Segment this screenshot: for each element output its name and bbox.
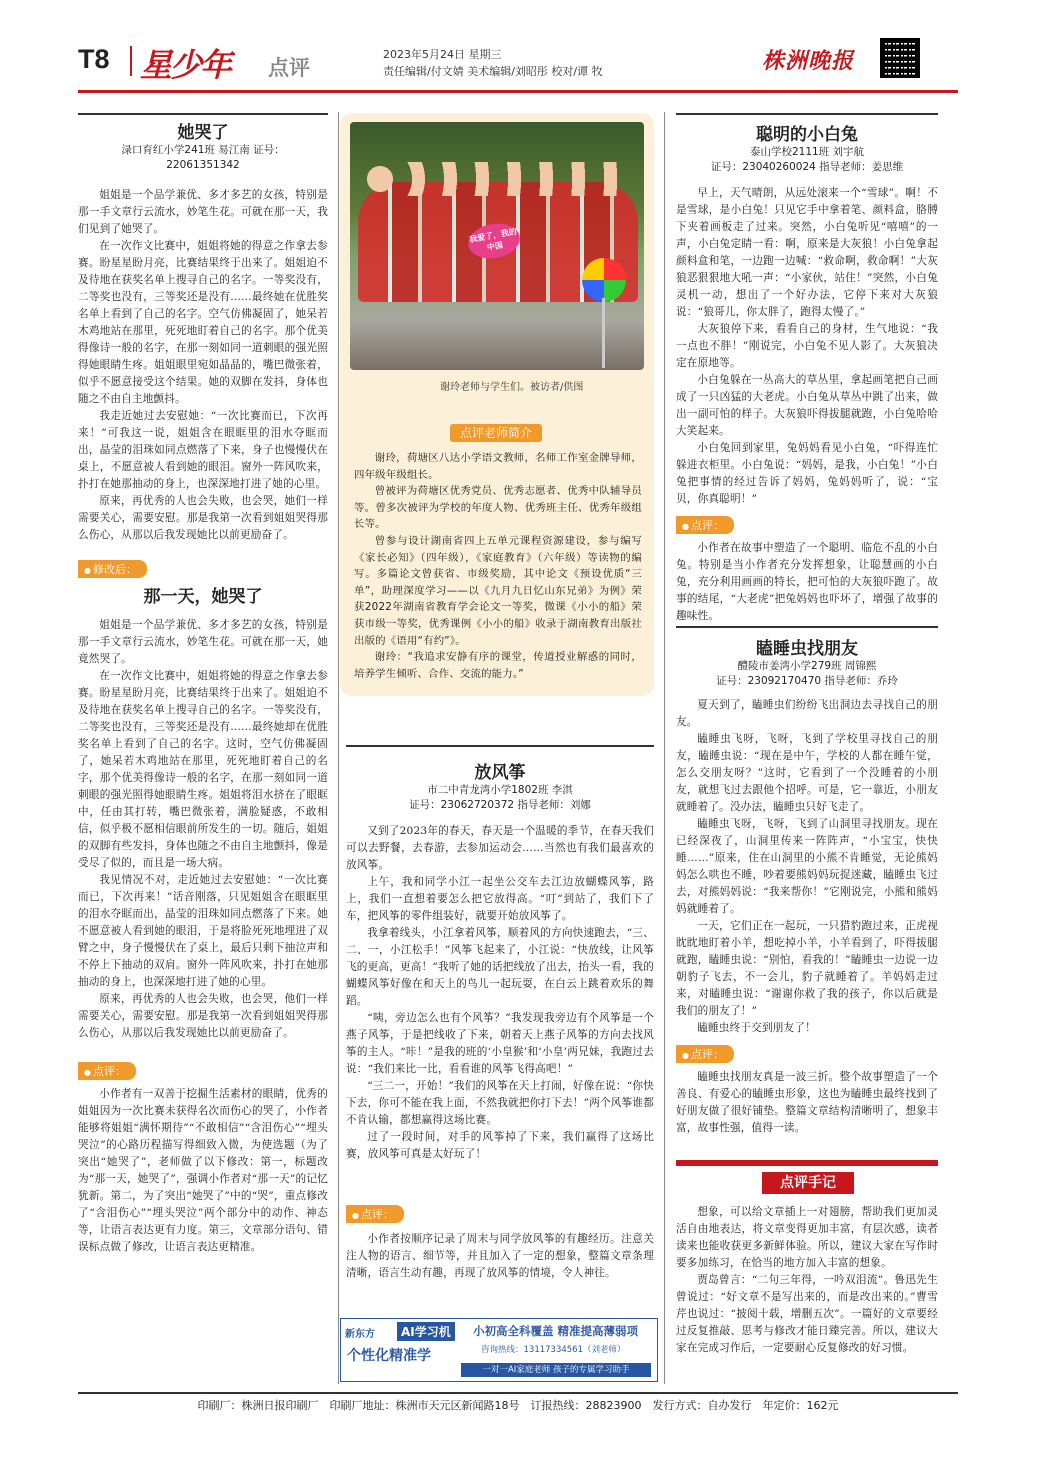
tips-body — [676, 1204, 938, 1357]
pinwheel-icon — [582, 258, 626, 302]
page-number: T8 — [78, 44, 110, 74]
comment-tag: ● 点评： — [78, 1062, 136, 1080]
footer-info: 印刷厂：株洲日报印刷厂 印刷厂地址：株洲市天元区新闻路18号 订报热线：28823900 发行方式：自办发行 年定价：162元 — [197, 1399, 839, 1412]
tips-title: 点评手记 — [762, 1172, 854, 1194]
footer-rule — [78, 1392, 958, 1394]
tips-paragraph: 想象，可以给文章插上一对翅膀，帮助我们更加灵活自由地表达，将文章变得更加丰富，有层次感，读者读来也能收获更多新鲜体验。所以，建议大家在写作时要多加练习，在恰当的地方加入丰富的想象。 — [676, 1206, 938, 1269]
article-rule — [676, 113, 938, 115]
section-brand: 星少年 — [140, 46, 231, 84]
faces-row — [364, 162, 634, 196]
paragraph: 过了一段时间，对手的风筝掉了下来，我们赢得了这场比赛，放风筝可真是太好玩了！ — [346, 1131, 654, 1160]
teacher-photo — [350, 122, 644, 370]
paragraph: 瞌睡虫飞呀，飞呀，飞到了学校里寻找自己的朋友，瞌睡虫说：“现在是中午，学校的人都在睡午觉，怎么交朋友呀？”这时，它看到了一个没睡着的小朋友，就想飞过去跟他个招呼。可是，它一靠近，小朋友就睡着了。没办法，瞌睡虫只好飞走了。 — [676, 733, 938, 813]
issue-date: 2023年5月24日 星期三 — [383, 48, 502, 61]
sign-text: 我爱了，我的中国 — [468, 226, 518, 253]
paragraph: 上午，我和同学小江一起坐公交车去江边放蝴蝶风筝，路上，我们一直想着要怎么把它放得高。“叮”到站了，我们下了车，把风筝的零件组装好，就要开始放风筝了。 — [346, 876, 654, 922]
paragraph: 在一次作文比赛中，姐姐将她的得意之作拿去参赛。盼星星盼月亮，比赛结果终于出来了。姐姐迫不及待地在获奖名单上搜寻自己的名字。一等奖没有，二等奖也没有，三等奖还是没有……最终她却在优胜奖名单上看到了自己的名字。这时，空气仿佛凝固了，她呆若木鸡地站在那里，死死地盯着自己的名字，那个优美得像诗一般的名字，在那一刻如同一道刺眼的强光照得她眼睛生疼。姐姐将泪水挤在了眼眶中，任由其打转，嘴巴微张着，满脸疑惑，不敢相信，似乎极不愿相信眼前所发生的一切。随后，姐姐的双脚有些发抖，身体也随之不由自主地颤抖，像是受尽了似的，而且是一场大病。 — [78, 670, 328, 869]
article-title: 放风筝 — [474, 763, 526, 783]
comment-text: 小作者有一双善于挖掘生活素材的眼睛，优秀的姐姐因为一次比赛未获得名次而伤心的哭了，小作者能够将姐姐“满怀期待”“不敢相信”“含泪伤心”“埋头哭泣”的心路历程描写得细致入微，为使选题（为了突出“她哭了”，老师做了以下修改：第一，标题改为“那一天，她哭了”，强调小作者对“那一天”的记忆犹新。第二，为了突出“她哭了”中的“哭”，重点修改了“含泪伤心”“埋头哭泣”两个部分中的动作、神态等，让语言表达更有力度。第三，文章部分语句、错误标点做了修改，让语言表达更精准。 — [78, 1088, 328, 1253]
masthead — [78, 38, 958, 88]
tips-header-rule — [676, 1160, 938, 1166]
paragraph: 大灰狼停下来，看看自己的身材，生气地说：“我一点也不胖！”刚说完，小白兔不见人影了。大灰狼决定在原地等。 — [676, 323, 938, 369]
paragraph: 我拿着线头，小江拿着风筝，顺着风的方向快速跑去，“三、二、一，小江松手！”风筝飞起来了，小江说：“快放线，让风筝飞的更高，更高！”我听了她的话把线放了出去，抬头一看，我的蝴蝶风筝好像在和天上的鸟儿一起玩耍，在白云上跳着欢乐的舞蹈。 — [346, 927, 654, 1007]
kite-article — [346, 758, 654, 1282]
teacher-paragraph: 曾参与设计湖南省四上五单元课程资源建设，参与编写《家长必知》（四年级），《家庭教育》（六年级）等读物的编写。多篇论文曾获省、市级奖励，其中论文《预设优质“三单”，助理深度学习——以《九月九日忆山东兄弟》为例》荣获2022年湖南省教育学会论文一等奖，微课《小小的船》荣获市级一等奖，优秀课例《小小的船》收录于湖南教育出版社出版的《语用“有约”》。 — [354, 534, 642, 647]
comment-tag: ● 点评： — [676, 1045, 734, 1063]
advertisement[interactable] — [340, 1318, 658, 1382]
col1 — [78, 118, 328, 1256]
ad-logo: 新东方 — [345, 1329, 375, 1340]
paragraph: 我走近她过去安慰她：“一次比赛而已，下次再来！”可我这一说，姐姐含在眼眶里的泪水夺眶而出，晶莹的泪珠如同点燃落了下来，身子也慢慢伏在桌上，不愿意被人看到她的眼泪。窗外一阵风吹来，扑打在她那抽动的身上，也深深地打进了她的心里。 — [78, 410, 328, 490]
paragraph: 瞌睡虫终于交到朋友了！ — [697, 1022, 816, 1034]
paragraph: 夏天到了，瞌睡虫们纷纷飞出洞边去寻找自己的朋友。 — [676, 699, 938, 728]
paragraph: 早上，天气晴朗，从远处滚来一个“雪球”。啊！不是雪球，是小白兔！只见它手中拿着笔、颜料盒，胳膊下夹着画板走了过来。突然，小白兔听见“嘻嘻”的一声，小白兔定睛一看：啊，原来是大灰狼！小白兔拿起颜料盒和笔，一边跑一边喊：“救命啊，救命啊！”大灰狼恶狠狠地大吼一声：“小家伙，站住！”突然，小白兔灵机一动，想出了一个好办法，它停下来对大灰狼说：“狼哥儿，你太胖了，跑得太慢了。” — [676, 187, 938, 318]
comment-text: 小作者按顺序记录了周末与同学放风筝的有趣经历。注意关注人物的语言、细节等，并且加入了一定的想象，整篇文章条理清晰，语言生动有趣，再现了放风筝的情境，令人神往。 — [346, 1233, 654, 1279]
author-line: 醴陵市姜湾小学279班 周锦熙 — [737, 660, 877, 672]
author-line: 渌口育红小学241班 易江南 证号： — [121, 144, 285, 156]
paragraph: 又到了2023年的春天，春天是一个温暖的季节，在春天我们可以去野餐，去春游，去参加运动会……当然也有我们最喜欢的放风筝。 — [346, 825, 654, 871]
ad-phone: 咨询热线：13117334561（刘老师） — [481, 1345, 626, 1355]
rabbit-article — [676, 120, 938, 625]
pinwheel-stick — [602, 298, 605, 368]
header-rule — [78, 90, 958, 93]
paragraph: 我见情况不对，走近她过去安慰她：“一次比赛而已，下次再来！”话音刚落，只见姐姐含在眼眶里的泪水夺眶而出，晶莹的泪珠如同点燃落了下来。她不愿意被人看到她的眼泪，于是将脸死死地埋进了双臂之中，身子慢慢伏在了桌上，最后只剩下抽泣声和不停上下抽动的双肩。窗外一阵风吹来，扑打在她那抽动的身上，也深深地打进了她的心里。 — [78, 874, 328, 988]
revised-title: 那一天，她哭了 — [143, 587, 263, 607]
paragraph: 小白兔躲在一丛高大的草丛里，拿起画笔把自己画成了一只凶猛的大老虎。小白兔从草丛中跳了出来，做出一副可怕的样子。大灰狼吓得拔腿就跑，小白兔哈哈大笑起来。 — [676, 374, 938, 437]
tips-paragraph: 贾岛曾言：“二句三年得，一吟双泪流”。鲁迅先生曾说过：“好文章不是写出来的，而是改出来的。”曹雪芹也说过：“披阅十载，增删五次”。一篇好的文章要经过反复推敲、思考与修改才能日臻完善。所以，建议大家在完成习作后，一定要耐心反复修改的好习惯。 — [676, 1274, 938, 1354]
paragraph: “咦，旁边怎么也有个风筝？”我发现我旁边有个风筝是一个燕子风筝，于是把线收了下来，朝着天上燕子风筝的方向去找风筝的主人。“咔！”是我的班的‘小皇猴’和‘小皇’两兄妹，我跑过去说：“我们来比一比，看看谁的风筝飞得高吧！” — [346, 1012, 654, 1075]
comment-tag: ● 点评： — [676, 516, 734, 534]
paragraph: 姐姐是一个品学兼优、多才多艺的女孩，特别是那一手文章行云流水，妙笔生花。可就在那一天，她竟然哭了。 — [78, 619, 328, 665]
column-divider — [338, 112, 339, 1384]
header-divider — [130, 46, 132, 76]
paragraph: 小白兔回到家里，兔妈妈看见小白兔，“吓得连忙躲进衣柜里。小白兔说：“妈妈，是我，小白兔！”小白兔把事情的经过告诉了妈妈，兔妈妈听了，说：“宝贝，你真聪明！” — [676, 442, 938, 505]
paragraph: 一天，它们正在一起玩，一只猎豹跑过来，正虎视眈眈地盯着小羊，想吃掉小羊，小羊看到了，吓得拔腿就跑，瞌睡虫说：“别怕，看我的！”瞌睡虫一边说一边朝豹子飞去，不一会儿，豹子就睡着了。羊妈妈走过来，对瞌睡虫说：“谢谢你救了我的孩子，你以后就是我们的朋友了！” — [676, 920, 938, 1017]
paragraph: 原来，再优秀的人也会失败，也会哭，他们一样需要关心，需要安慰。那是我第一次看到姐姐哭得那么伤心，从那以后我发现她比以前更励奋了。 — [78, 993, 328, 1039]
paragraph: 在一次作文比赛中，姐姐将她的得意之作拿去参赛。盼星星盼月亮，比赛结果终于出来了。姐姐迫不及待地在获奖名单上搜寻自己的名字。一等奖没有，二等奖也没有，三等奖还是没有……最终她在优胜奖名单上看到了自己的名字。空气仿佛凝固了，她呆若木鸡地站在那里，死死地盯着自己的名字。那个优美得像诗一般的名字，在那一刻如同一道刺眼的强光照得她眼睛生疼。姐姐眼里宛如晶晶的，嘴巴微张着，似乎不愿意接受这个结果。她的双脚在发抖，身体也随之不由自主地颤抖。 — [78, 240, 328, 405]
cert-number: 22061351342 — [166, 159, 240, 171]
ad-badge: AI学习机 — [397, 1322, 455, 1341]
article-title: 瞌睡虫找朋友 — [756, 639, 858, 659]
teacher-paragraph: 谢玲：“我追求安静有序的课堂，传道授业解惑的同时，培养学生倾听、合作、交流的能力。” — [354, 651, 642, 680]
ad-headline: 小初高全科覆盖 精准提高薄弱项 — [473, 1324, 639, 1338]
newspaper-logo: 株洲晚报 — [762, 49, 855, 74]
comment-text: 小作者在故事中塑造了一个聪明、临危不乱的小白兔。特别是当小作者充分发挥想象，让聪慧画的小白兔，充分利用画画的特长，把可怕的大灰狼吓跑了。故事的结尾，“大老虎”把兔妈妈也吓坏了，增强了故事的趣味性。 — [676, 542, 938, 622]
article-title: 聪明的小白兔 — [756, 125, 858, 145]
teacher-tag: 点评老师简介 — [450, 424, 542, 442]
column-divider — [664, 112, 665, 1384]
paragraph: 瞌睡虫飞呀，飞呀，飞到了山洞里寻找朋友。现在已经深夜了，山洞里传来一阵阵声，“小宝宝，快快睡……”原来，住在山洞里的小熊不肯睡觉，无论熊妈妈怎么哄也不睡，吵着要熊妈妈玩捉迷藏，瞌睡虫飞过去，对熊妈妈说：“我来帮你！”它刚说完，小熊和熊妈妈就睡着了。 — [676, 818, 938, 915]
article-rule — [346, 745, 654, 747]
paragraph: “三二一，开始！”我们的风筝在天上打闹，好像在说：“你快下去，你可不能在我上面，不然我就把你打下去！”两个风筝谁都不肯认输，都想赢得这场比赛。 — [346, 1080, 654, 1126]
teacher-bio — [354, 450, 642, 682]
cert-number: 证号：23092170470 指导老师：乔玲 — [716, 675, 898, 687]
paragraph: 姐姐是一个品学兼优、多才多艺的女孩，特别是那一手文章行云流水，妙笔生花。可就在那一天，我们见到了她哭了。 — [78, 189, 328, 235]
article-rule — [676, 626, 938, 628]
ad-subhead: 个性化精准学 — [347, 1348, 431, 1364]
teacher-paragraph: 谢玲，荷塘区八达小学语文教师，名师工作室金牌导师，四年级年级组长。 — [354, 452, 642, 481]
author-line: 市二中青龙湾小学1802班 李淇 — [427, 784, 573, 796]
article-title: 她哭了 — [177, 123, 229, 143]
ad-bar: 一对一AI家庭老师 孩子的专属学习助手 — [461, 1363, 651, 1377]
teacher-paragraph: 曾被评为荷塘区优秀党员、优秀志愿者、优秀中队辅导员等。曾多次被评为学校的年度人物、优秀班主任、优秀年级组长等。 — [354, 485, 642, 531]
cert-number: 证号：23062720372 指导老师：刘娜 — [409, 799, 591, 811]
photo-caption: 谢玲老师与学生们。被访者/供图 — [440, 382, 584, 393]
bug-article — [676, 634, 938, 1137]
comment-tag: ● 点评： — [346, 1205, 404, 1223]
author-line: 泰山学校2111班 刘宇航 — [749, 146, 865, 158]
revised-tag: ● 修改后： — [78, 560, 147, 578]
qr-code-icon — [880, 38, 920, 78]
editor-credits: 责任编辑/付文婧 美术编辑/刘昭彤 校对/谭 牧 — [383, 65, 603, 78]
comment-text: 瞌睡虫找朋友真是一波三折。整个故事塑造了一个善良、有爱心的瞌睡虫形象，这也为瞌睡虫最终找到了好朋友做了很好铺垫。整篇文章结构清晰明了，想象丰富，故事性强，值得一读。 — [676, 1071, 938, 1134]
paragraph: 原来，再优秀的人也会失败，也会哭，她们一样需要关心，需要安慰。那是我第一次看到姐姐哭得那么伤心，从那以后我发现她比以前更励奋了。 — [78, 495, 328, 541]
cert-number: 证号：23040260024 指导老师：姜思维 — [710, 161, 904, 173]
section-subtitle: 点评 — [268, 56, 310, 80]
article-rule — [78, 113, 328, 115]
